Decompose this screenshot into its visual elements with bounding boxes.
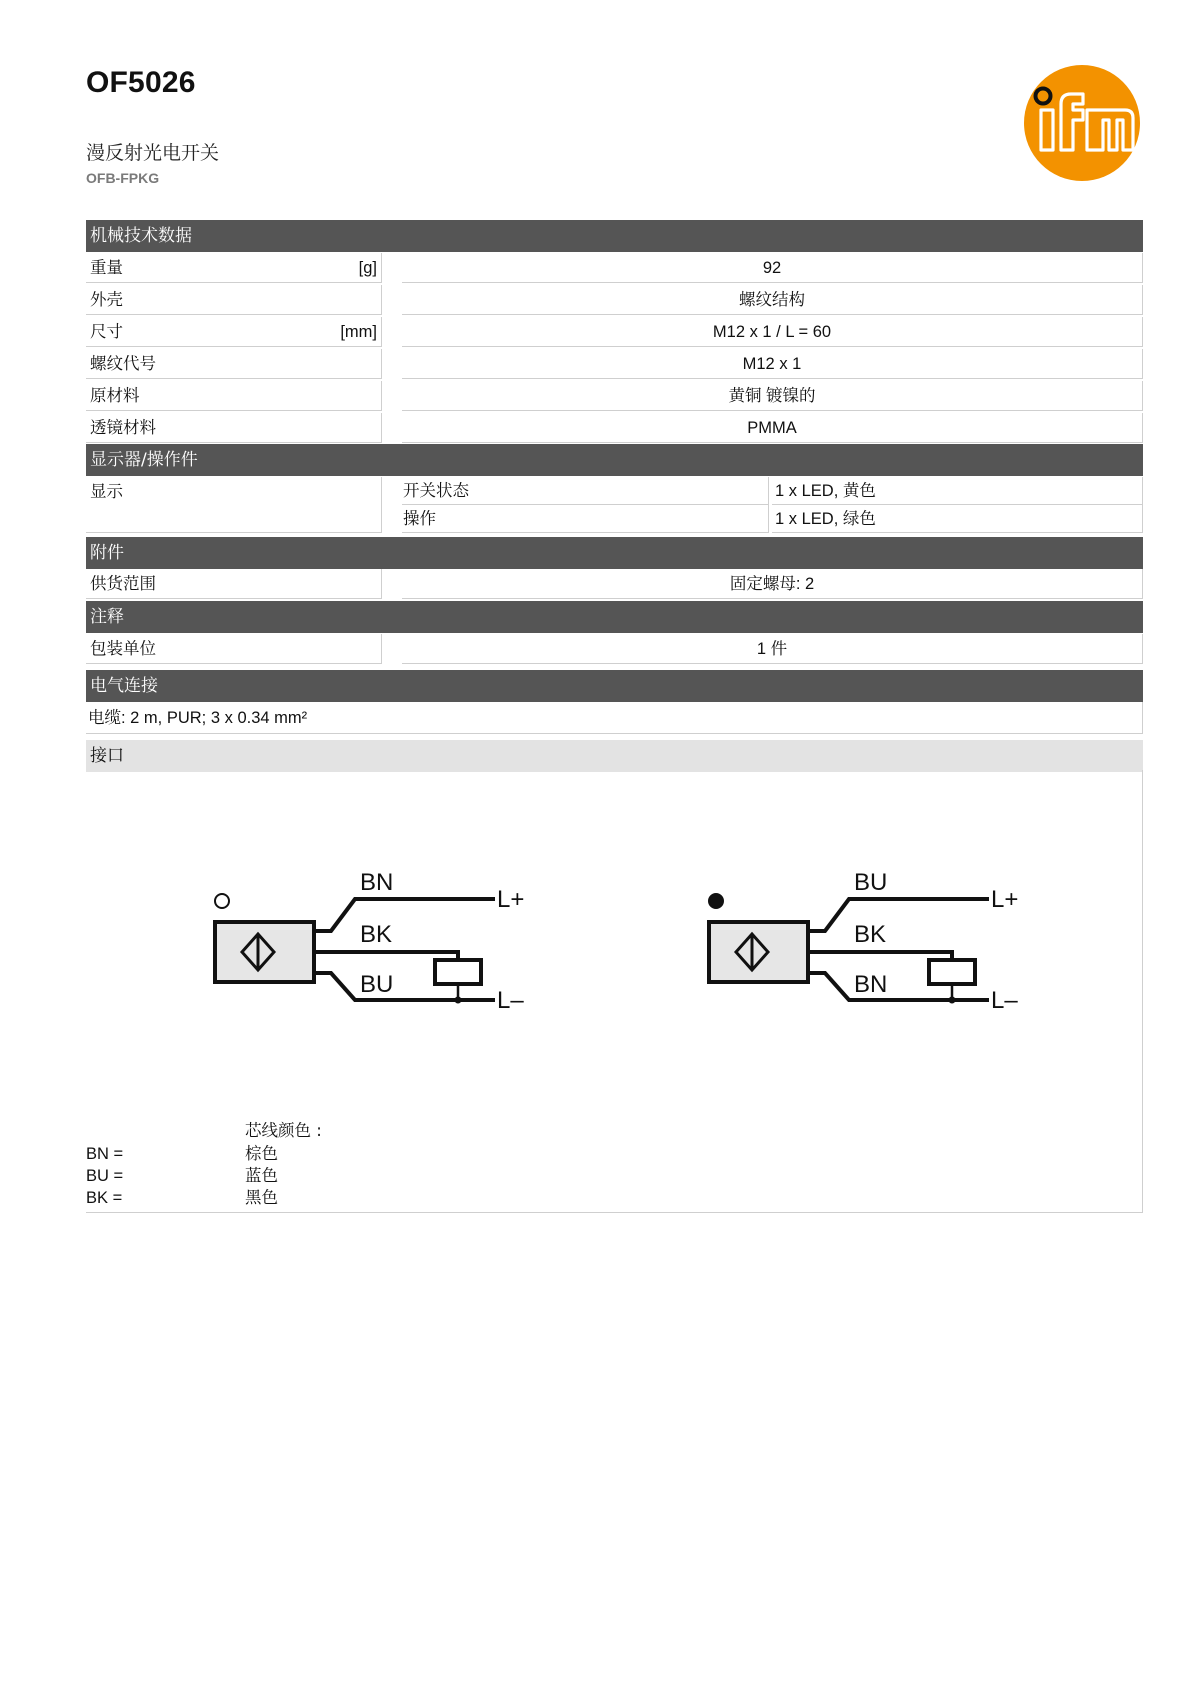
- cable-spec: 电缆: 2 m, PUR; 3 x 0.34 mm²: [86, 702, 1143, 734]
- legend-code-bk: BK =: [86, 1189, 123, 1207]
- right-l-minus: L–: [991, 987, 1018, 1014]
- legend-title: 芯线颜色 :: [245, 1121, 322, 1140]
- legend-color-bk: 黑色: [245, 1188, 278, 1207]
- product-title: OF5026: [86, 66, 196, 99]
- unit-dimensions: [mm]: [340, 323, 377, 341]
- unit-weight: [g]: [358, 259, 377, 277]
- display-operation-value: 1 x LED, 绿色: [772, 505, 1143, 533]
- section-header-mechanical: 机械技术数据: [86, 220, 1143, 252]
- row-label-display: 显示: [86, 477, 382, 533]
- legend-color-bn: 棕色: [245, 1144, 278, 1163]
- display-operation-label: 操作: [402, 505, 769, 533]
- right-wire-label-1: BU: [854, 869, 888, 896]
- row-value-dimensions: M12 x 1 / L = 60: [402, 317, 1143, 347]
- row-label-scope-of-supply: 供货范围: [86, 569, 382, 599]
- output-open-symbol: [215, 894, 229, 908]
- row-value-weight: 92: [402, 253, 1143, 283]
- row-label-weight: 重量 [g]: [86, 253, 382, 283]
- output-closed-symbol: [709, 894, 723, 908]
- legend-color-bu: 蓝色: [245, 1166, 278, 1185]
- right-wire-label-2: BK: [854, 921, 887, 948]
- right-wire-label-3: BN: [854, 971, 888, 998]
- row-label-lens: 透镜材料: [86, 413, 382, 443]
- left-l-plus: L+: [497, 886, 525, 913]
- right-l-plus: L+: [991, 886, 1019, 913]
- row-value-packaging-unit: 1 件: [402, 634, 1143, 664]
- row-value-housing: 螺纹结构: [402, 285, 1143, 315]
- row-value-thread: M12 x 1: [402, 349, 1143, 379]
- wiring-diagram-left: [215, 894, 495, 1004]
- wiring-diagram-right: [709, 894, 989, 1004]
- product-subtitle: 漫反射光电开关: [86, 142, 220, 164]
- row-value-material: 黄铜 镀镍的: [402, 381, 1143, 411]
- row-label-material: 原材料: [86, 381, 382, 411]
- left-l-minus: L–: [497, 987, 524, 1014]
- row-value-scope-of-supply: 固定螺母: 2: [402, 569, 1143, 599]
- left-wire-label-2: BK: [360, 921, 393, 948]
- ifm-logo-text: ifm: [1079, 173, 1085, 177]
- load-symbol: [435, 960, 481, 984]
- row-value-lens: PMMA: [402, 413, 1143, 443]
- sensor-body: [215, 922, 314, 982]
- wiring-diagram: [200, 858, 1060, 1018]
- legend-code-bu: BU =: [86, 1167, 124, 1185]
- row-label-thread: 螺纹代号: [86, 349, 382, 379]
- row-label-dimensions: 尺寸 [mm]: [86, 317, 382, 347]
- left-wire-label-3: BU: [360, 971, 394, 998]
- ifm-logo: [1023, 64, 1141, 182]
- left-wire-label-1: BN: [360, 869, 394, 896]
- product-code: OFB-FPKG: [86, 170, 160, 186]
- section-header-display: 显示器/操作件: [86, 444, 1143, 476]
- display-switching-state-value: 1 x LED, 黄色: [772, 477, 1143, 505]
- row-label-packaging-unit: 包装单位: [86, 634, 382, 664]
- section-header-electrical: 电气连接: [86, 670, 1143, 702]
- section-header-accessories: 附件: [86, 537, 1143, 569]
- legend-code-bn: BN =: [86, 1145, 124, 1163]
- section-header-notes: 注释: [86, 601, 1143, 633]
- section-header-interface: 接口: [86, 740, 1143, 772]
- row-label-housing: 外壳: [86, 285, 382, 315]
- display-switching-state-label: 开关状态: [402, 477, 769, 505]
